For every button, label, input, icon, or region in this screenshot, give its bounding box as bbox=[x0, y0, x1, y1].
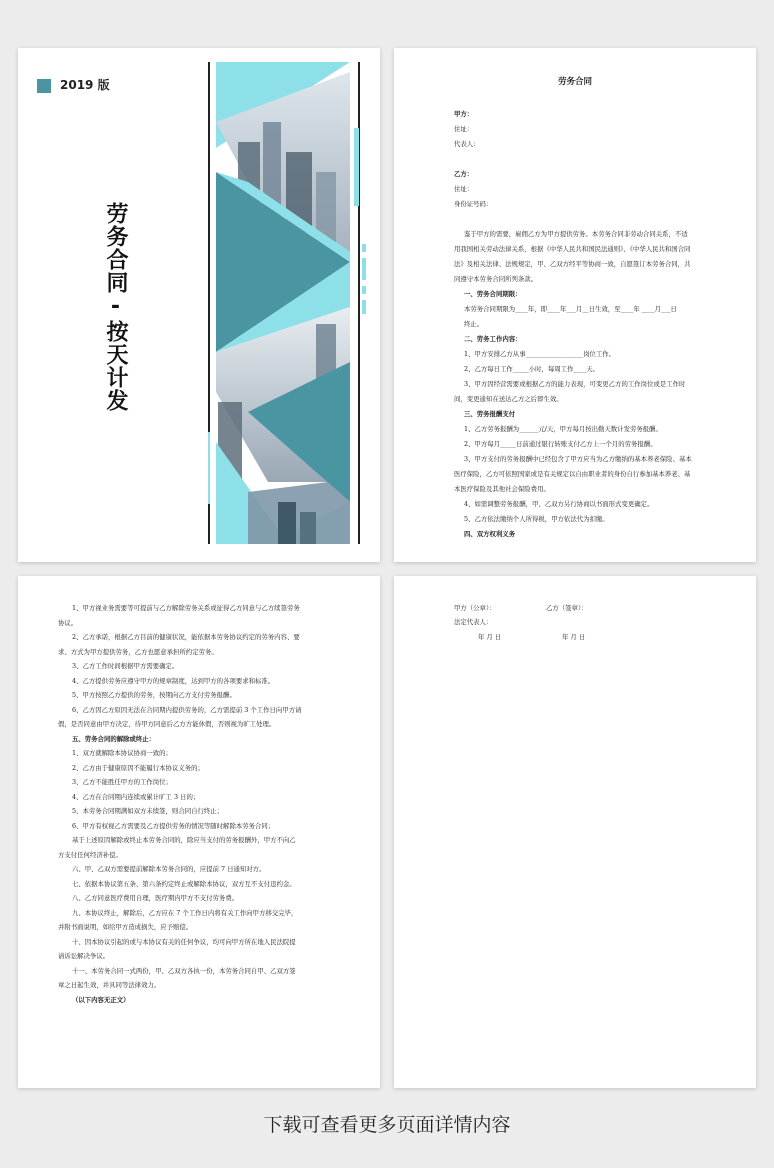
contract-line: 6、甲方有权视乙方需要及乙方提供劳务的情况等随时解除本劳务合同； bbox=[72, 821, 275, 830]
contract-line: 3、乙方不能胜任甲方的工作岗位； bbox=[72, 778, 172, 786]
contract-line: 2、乙方由于健康原因不能履行本协议义务的； bbox=[72, 763, 204, 772]
party-b-date: 年 月 日 bbox=[562, 633, 586, 641]
legal-rep-label: 法定代表人： bbox=[454, 618, 493, 626]
contract-line: 2、乙方每日工作_____小时，每周工作____天。 bbox=[464, 365, 600, 373]
section-heading: （以下内容无正文） bbox=[72, 995, 130, 1004]
contract-title: 劳务合同 bbox=[557, 77, 592, 87]
contract-line: 5、本劳务合同期满如双方未续签，则合同自行终止； bbox=[72, 807, 224, 815]
contract-line: 4、如需调整劳务报酬，甲、乙双方另行协商以书面形式变更确定。 bbox=[464, 500, 654, 508]
contract-page-3 bbox=[394, 576, 756, 1088]
contract-line: 同遵守本劳务合同所列条款。 bbox=[454, 275, 538, 283]
party-b-sign-label: 乙方（签章）： bbox=[546, 604, 588, 612]
contract-text-block bbox=[394, 48, 756, 562]
edition-square-icon bbox=[37, 79, 51, 93]
edition-label: 2019 版 bbox=[60, 78, 110, 92]
contract-line: 3、甲方支付的劳务报酬中已经包含了甲方应当为乙方缴纳的基本养老保险、基本 bbox=[464, 455, 692, 463]
contract-line: 七、依据本协议第五条、第六条约定终止或解除本协议，双方互不支付违约金。 bbox=[72, 879, 296, 888]
cover-artwork bbox=[208, 62, 368, 544]
contract-line: 假，是否同意由甲方决定，待甲方同意后乙方方能休假，否则视为旷工处理。 bbox=[58, 720, 276, 728]
contract-line: 基于上述原因解除或终止本劳务合同的，除应当支付的劳务报酬外，甲方不向乙 bbox=[72, 836, 296, 844]
cover-page bbox=[18, 48, 380, 562]
contract-line: 6、乙方因乙方原因无法在合同期内提供劳务的，乙方需提前 3 个工作日向甲方请 bbox=[72, 705, 302, 714]
contract-line: 5、乙方依法缴纳个人所得税，甲方依法代为扣缴。 bbox=[464, 515, 609, 523]
contract-line: 章之日起生效，并具同等法律效力。 bbox=[58, 981, 161, 989]
contract-line: 求、方式为甲方提供劳务，乙方也愿意承担所约定劳务。 bbox=[58, 647, 218, 656]
section-heading: 一、劳务合同期限： bbox=[464, 290, 522, 298]
contract-line: 5、甲方按照乙方提供的劳务，按期向乙方支付劳务报酬。 bbox=[72, 691, 236, 699]
contract-line: 八、乙方同意医疗费用自理，医疗期内甲方不支付劳务费。 bbox=[72, 894, 239, 902]
contract-line: 4、乙方在合同期内连续或累计旷工 3 日的； bbox=[72, 792, 200, 801]
contract-line: 方支付任何经济补偿。 bbox=[58, 850, 122, 859]
contract-line: 代表人： bbox=[454, 140, 480, 148]
contract-line: 2、甲方每月_____日前通过银行转账支付乙方上一个月的劳务报酬。 bbox=[464, 440, 657, 448]
contract-line: 终止。 bbox=[464, 320, 484, 328]
contract-line: 1、甲方视业务需要等可提前与乙方解除劳务关系或征得乙方同意与乙方续签劳务 bbox=[72, 604, 300, 612]
contract-line: 4、乙方提供劳务应遵守甲方的规章制度，达到甲方的各项要求和标准。 bbox=[72, 676, 275, 685]
section-heading: 乙方： bbox=[454, 170, 474, 178]
contract-line: 住址： bbox=[454, 185, 474, 193]
contract-page-1 bbox=[394, 48, 756, 562]
section-heading: 四、双方权利义务 bbox=[464, 530, 516, 538]
section-heading: 五、劳务合同的解除或终止： bbox=[72, 734, 156, 743]
download-caption: 下载可查看更多页面详情内容 bbox=[263, 1114, 511, 1136]
contract-line: 六、甲、乙双方需要提前解除本劳务合同的，应提前 7 日通知对方。 bbox=[72, 865, 266, 873]
contract-line: 十、因本协议引起的或与本协议有关的任何争议，均可向甲方所在地人民法院提 bbox=[72, 937, 296, 946]
contract-line: 用我国相关劳动法律关系，根据《中华人民共和国民法通则》、《中华人民共和国合同 bbox=[454, 245, 691, 253]
party-a-seal-label: 甲方（公章）： bbox=[454, 604, 496, 612]
contract-line: 法》及相关法律、法规规定，甲、乙双方经平等协商一致，自愿签订本劳务合同，共 bbox=[454, 260, 691, 268]
contract-line: 1、双方就解除本协议协商一致的； bbox=[72, 749, 172, 757]
contract-line: 协议。 bbox=[58, 618, 78, 627]
contract-line: 请诉讼解决争议。 bbox=[58, 952, 110, 960]
contract-line: 身份证号码： bbox=[454, 200, 493, 208]
contract-line: 住址： bbox=[454, 125, 474, 133]
section-heading: 甲方： bbox=[454, 110, 474, 118]
contract-line: 3、乙方工作时间根据甲方需要确定。 bbox=[72, 662, 179, 670]
contract-line: 1、乙方劳务报酬为______元/天，甲方每月按出勤天数计发劳务报酬。 bbox=[464, 425, 662, 433]
contract-line: 并附书面说明，如给甲方造成损失，应予赔偿。 bbox=[58, 923, 193, 931]
contract-line: 1、甲方安排乙方从事__________________岗位工作。 bbox=[464, 350, 616, 358]
contract-line: 3、甲方因经营需要或根据乙方的能力表现，可变更乙方的工作岗位或是工作时 bbox=[464, 380, 686, 388]
contract-line: 间，变更通知在送达乙方之后即生效。 bbox=[454, 395, 563, 403]
contract-page-2 bbox=[18, 576, 380, 1088]
section-heading: 二、劳务工作内容： bbox=[464, 335, 522, 343]
contract-line: 十一、本劳务合同一式两份，甲、乙双方各执一份，本劳务合同自甲、乙双方签 bbox=[72, 966, 296, 975]
contract-line: 鉴于甲方的需要，雇佣乙方为甲方提供劳务。本劳务合同非劳动合同关系，不适 bbox=[464, 230, 688, 238]
section-heading: 三、劳务报酬支付 bbox=[464, 410, 516, 418]
party-a-date: 年 月 日 bbox=[478, 633, 502, 641]
contract-line: 九、本协议终止，解除后，乙方应在 7 个工作日内将有关工作向甲方移交完毕， bbox=[72, 908, 298, 917]
contract-text-block bbox=[18, 576, 380, 1088]
contract-line: 本医疗保险及其他社会保险费用。 bbox=[454, 485, 550, 493]
contract-line: 本劳务合同期限为____年，即____年___月__日生效，至____年 ____月___日 bbox=[464, 305, 677, 313]
contract-line: 2、乙方承诺，根据乙方目前的健康状况，能依据本劳务协议约定的劳务内容、要 bbox=[72, 633, 300, 641]
contract-line: 医疗保险，乙方可依照国家或是有关规定以自由职业者的身份自行参加基本养老、基 bbox=[454, 470, 691, 478]
cover-frame bbox=[28, 62, 368, 544]
cover-title: 劳务合同-按天计发 bbox=[103, 202, 128, 412]
signature-block bbox=[394, 576, 756, 1088]
